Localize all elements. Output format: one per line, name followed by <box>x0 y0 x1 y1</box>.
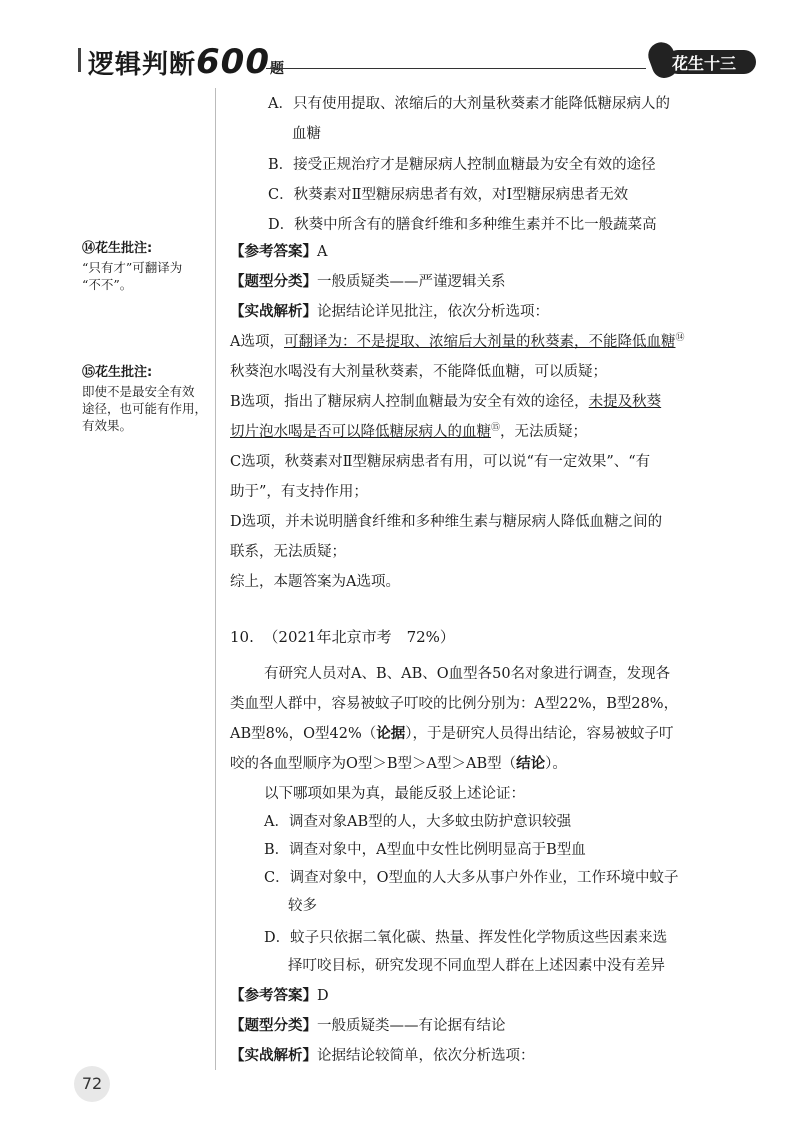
q9-answer: 【参考答案】A <box>230 243 328 260</box>
q9-analysis-c: C选项，秋葵素对Ⅱ型糖尿病患者有用，可以说“有一定效果”、“有 <box>230 454 651 470</box>
page-header <box>78 40 758 80</box>
q9-option-b: B．接受正规治疗才是糖尿病人控制血糖最为安全有效的途径 <box>268 157 656 173</box>
q10-option-d: D．蚊子只依据二氧化碳、热量、挥发性化学物质这些因素来选 <box>264 930 668 946</box>
q9-analysis-b-cont: 切片泡水喝是否可以降低糖尿病人的血糖⑮，无法质疑； <box>230 423 588 440</box>
q10-option-b: B．调查对象中，A型血中女性比例明显高于B型血 <box>264 842 586 858</box>
q9-analysis-a-cont: 秋葵泡水喝没有大剂量秋葵素，不能降低血糖，可以质疑； <box>230 364 607 380</box>
q10-option-a: A．调查对象AB型的人，大多蚊虫防护意识较强 <box>264 814 572 830</box>
q10-answer: 【参考答案】D <box>230 987 329 1004</box>
q9-option-a-cont: 血糖 <box>292 126 321 142</box>
header-bar <box>78 48 81 72</box>
q10-heading: 10. （2021年北京市考 72%） <box>230 628 455 646</box>
q10-question: 以下哪项如果为真，最能反驳上述论证： <box>264 786 525 802</box>
q9-option-c: C．秋葵素对Ⅱ型糖尿病患者有效，对Ⅰ型糖尿病患者无效 <box>268 187 629 203</box>
book-title: 逻辑判断600题 <box>88 42 285 82</box>
q9-analysis-d-cont: 联系，无法质疑； <box>230 544 346 560</box>
q10-stem-2: 类血型人群中，容易被蚊子叮咬的比例分别为：A型22%，B型28%， <box>230 696 679 712</box>
q9-summary: 综上，本题答案为A选项。 <box>230 574 400 590</box>
q9-option-d: D．秋葵中所含有的膳食纤维和多种维生素并不比一般蔬菜高 <box>268 217 657 233</box>
q10-option-d-cont: 择叮咬目标，研究发现不同血型人群在上述因素中没有差异 <box>288 958 665 974</box>
q9-analysis-c-cont: 助于”，有支持作用； <box>230 484 368 500</box>
q9-option-a: A．只有使用提取、浓缩后的大剂量秋葵素才能降低糖尿病人的 <box>268 96 670 112</box>
q9-analysis-intro: 【实战解析】论据结论详见批注，依次分析选项： <box>230 303 549 320</box>
q10-stem-3: AB型8%，O型42%（论据），于是研究人员得出结论，容易被蚊子叮 <box>230 725 674 742</box>
q10-stem-1: 有研究人员对A、B、AB、O血型各50名对象进行调查，发现各 <box>264 666 671 682</box>
q10-option-c: C．调查对象中，O型血的人大多从事户外作业，工作环境中蚊子 <box>264 870 679 886</box>
q10-type: 【题型分类】一般质疑类——有论据有结论 <box>230 1017 506 1034</box>
q10-option-c-cont: 较多 <box>288 898 317 914</box>
q9-analysis-a: A选项，可翻译为：不是提取、浓缩后大剂量的秋葵素，不能降低血糖⑭ <box>230 333 685 350</box>
q9-type: 【题型分类】一般质疑类——严谨逻辑关系 <box>230 273 506 290</box>
q10-stem-4: 咬的各血型顺序为O型＞B型＞A型＞AB型（结论）。 <box>230 755 567 772</box>
brand-text: 花生十三 <box>672 54 737 73</box>
margin-divider <box>215 88 216 1070</box>
header-rule <box>266 68 646 69</box>
q9-analysis-d: D选项，并未说明膳食纤维和多种维生素与糖尿病人降低血糖之间的 <box>230 514 663 530</box>
side-note-15: ⑮花生批注: 即使不是最安全有效 途径，也可能有作用， 有效果。 <box>82 365 208 433</box>
q10-analysis-intro: 【实战解析】论据结论较简单，依次分析选项： <box>230 1047 535 1064</box>
side-note-14: ⑭花生批注: “只有才”可翻译为 “不不”。 <box>82 241 183 292</box>
page-number: 72 <box>74 1066 110 1102</box>
q9-analysis-b: B选项，指出了糖尿病人控制血糖最为安全有效的途径，未提及秋葵 <box>230 394 662 410</box>
brand-logo <box>646 40 758 80</box>
